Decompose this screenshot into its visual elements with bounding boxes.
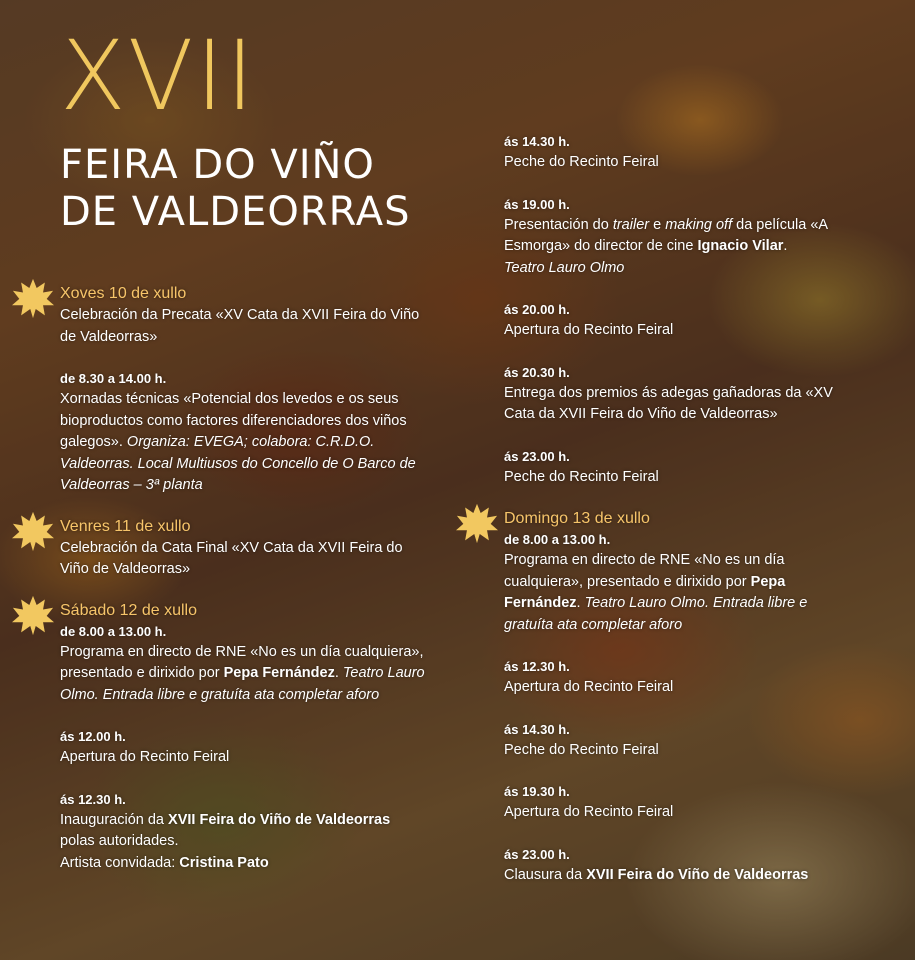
title-line-2: DE VALDEORRAS	[60, 189, 411, 235]
day-heading-saturday	[60, 600, 425, 622]
event-time: ás 19.00 h.	[504, 196, 570, 212]
leaf-icon	[454, 502, 500, 544]
title-line-1: FEIRA DO VIÑO	[60, 142, 375, 188]
event-text: Apertura do Recinto Feiral	[504, 804, 674, 820]
event-time: ás 20.00 h.	[504, 302, 570, 317]
program-left-column	[60, 283, 425, 874]
event-text: Apertura do Recinto Feiral	[60, 749, 230, 765]
event-text: Peche do Recinto Feiral	[504, 468, 659, 485]
event-text: Clausura da XVII Feira do Viño de Valdeorras	[504, 866, 809, 883]
event-text: Programa en directo de RNE «No es un día cualquiera», presentado e dirixido por Pepa Fernández. Teatro Lauro Olmo. Entrada libre e gratuíta ata completar aforo	[504, 552, 808, 633]
event-text: Presentación do trailer e making off da película «A Esmorga» do director de cine Ignacio Vilar. Teatro Lauro Olmo	[504, 216, 828, 276]
leaf-icon	[10, 594, 56, 636]
event-text: Programa en directo de RNE «No es un día cualquiera», presentado e dirixido por Pepa Fernández. Teatro Lauro Olmo. Entrada libre e gratuíta ata completar aforo	[60, 643, 425, 703]
event-time: ás 12.00 h.	[60, 729, 126, 744]
day-label: Venres 11 de xullo	[60, 517, 191, 535]
event-text: Apertura do Recinto Feiral	[504, 679, 674, 695]
event-time: ás 19.30 h.	[504, 784, 570, 799]
event-text: Xornadas técnicas «Potencial dos levedos e os seus bioproductos como factores diferenciadores dos viños galegos». Organiza: EVEGA; colabora: C.R.D.O. Valdeorras. Local Multiusos do Concello de O Barco de Valdeorras – 3ª planta	[60, 391, 416, 493]
program-right-column	[504, 132, 849, 886]
event-time: de 8.30 a 14.00 h.	[60, 371, 167, 386]
event-text: Apertura do Recinto Feiral	[504, 322, 674, 338]
event-text: Celebración da Cata Final «XV Cata da XVII Feira do Viño de Valdeorras»	[60, 539, 403, 577]
day-heading-sunday	[504, 508, 849, 530]
event-time: ás 23.00 h.	[504, 846, 570, 862]
event-text: Entrega dos premios ás adegas gañadoras da «XV Cata da XVII Feira do Viño de Valdeorras»	[504, 384, 833, 422]
edition-number: XVII	[60, 20, 257, 132]
day-heading-thursday	[60, 283, 425, 305]
event-text: Celebración da Precata «XV Cata da XVII Feira do Viño de Valdeorras»	[60, 307, 420, 345]
event-time: ás 12.30 h.	[60, 791, 126, 807]
leaf-icon	[10, 277, 56, 319]
event-text: Peche do Recinto Feiral	[504, 154, 659, 170]
event-time: ás 14.30 h.	[504, 134, 570, 149]
event-time: ás 14.30 h.	[504, 721, 570, 737]
event-title	[60, 142, 411, 236]
event-time: ás 23.00 h.	[504, 448, 570, 464]
event-time: ás 20.30 h.	[504, 364, 570, 380]
day-heading-friday	[60, 516, 425, 538]
leaf-icon	[10, 510, 56, 552]
event-time: de 8.00 a 13.00 h.	[60, 623, 167, 639]
day-label: Xoves 10 de xullo	[60, 285, 187, 302]
event-text: Inauguración da XVII Feira do Viño de Valdeorras polas autoridades. Artista convidada: Cristina Pato	[60, 811, 391, 871]
event-time: de 8.00 a 13.00 h.	[504, 532, 611, 547]
day-label: Sábado 12 de xullo	[60, 601, 197, 619]
event-text: Peche do Recinto Feiral	[504, 741, 659, 758]
day-label: Domingo 13 de xullo	[504, 510, 650, 527]
event-time: ás 12.30 h.	[504, 659, 570, 674]
